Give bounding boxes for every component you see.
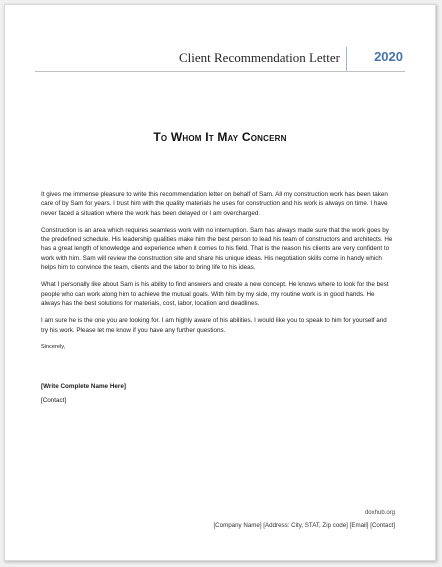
paragraph-3: What I personally like about Sam is his ability to find answers and create a new concept. He knows where to look for the best people who can work along him to achieve the mutual goals. With him by my side, my routine work is in good hands. He always has the best solutions for materials, cost, labor, location and deadlines. [41,281,389,307]
paragraph-2: Construction is an area which requires seamless work with no interruption. Sam has always made sure that the work goes by the predefined schedule. His leadership qualities make him the best person to lead his team of constructors and architects. He has a great length of knowledge and experience when it comes to his field. That is the reason his clients are very confident to work with him. Sam will review the construction site and share his unique ideas. His negotiation skills come in handy which helps him to convince the team, clients and the labor to bring life to his ideas. [41,226,393,272]
footer-site: doxhub.org [364,510,395,516]
paragraph-4: I am sure he is the one you are looking for. I am highly aware of his abilities. I would like you to speak to him for yourself and try his work. Please let me know if you have any further questions. [41,317,387,334]
letter-heading: To Whom It May Concern [153,130,287,144]
letter-body [41,190,395,406]
paragraph-1: It gives me immense pleasure to write this recommendation letter on behalf of Sam. All my construction work has been taken care of by Sam for years. I trust him with the quality materials he uses for construction and his work is always on time. I have never faced a situation where the work has been delayed or I am overcharged. [41,191,388,217]
signer-name: [Write Complete Name Here] [41,383,126,391]
header-divider [346,47,347,71]
letter-page [4,4,436,561]
signer-contact: [Contact] [41,397,67,405]
header-title: Client Recommendation Letter [178,50,340,65]
footer-info: [Company Name] [Address: City, STAT, Zip code] [Email] [Contact] [213,522,395,529]
header-year: 2020 [374,49,403,64]
closing-text: Sincerely, [41,343,66,350]
signature-block [41,343,395,406]
letter-header [35,45,405,72]
